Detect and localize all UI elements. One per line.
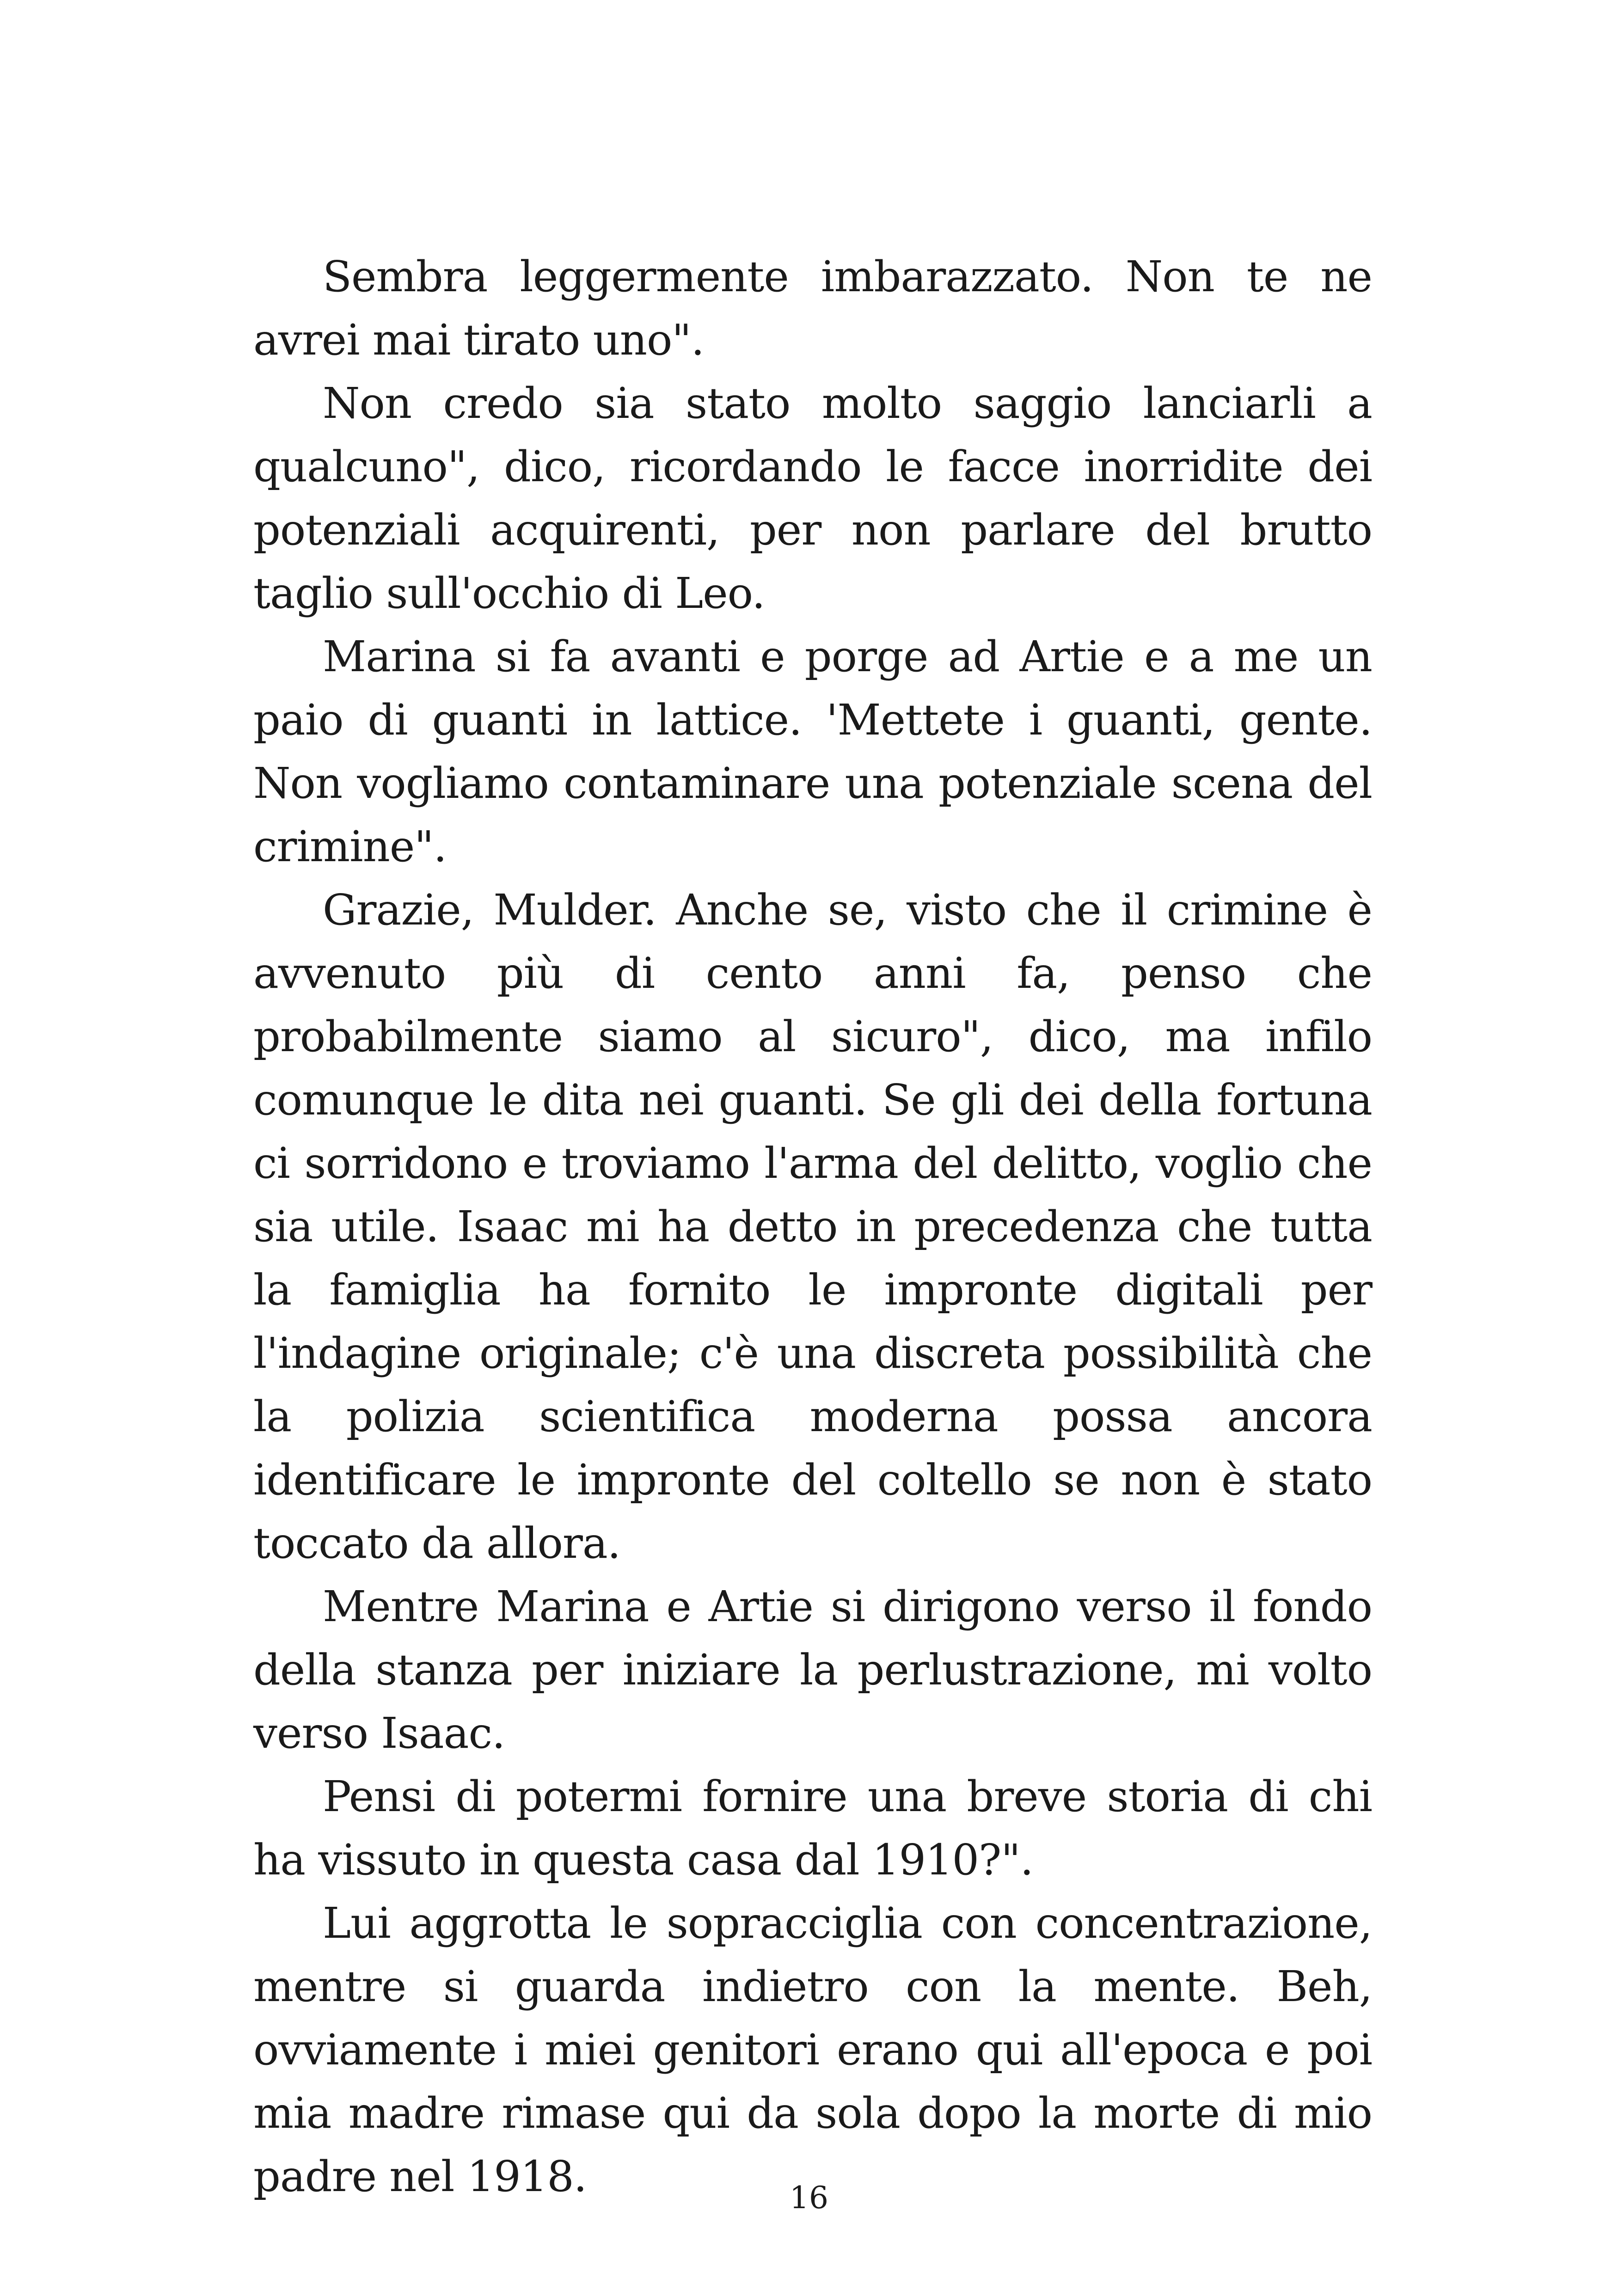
page-number: 16 bbox=[790, 2180, 828, 2216]
paragraph-6: Pensi di potermi fornire una breve storia di chi ha vissuto in questa casa dal 1910?". bbox=[253, 1772, 1372, 1885]
paragraph-3: Marina si fa avanti e porge ad Artie e a me un paio di guanti in lattice. 'Mettete i guanti, gente. Non vogliamo contaminare una potenziale scena del crimine". bbox=[253, 632, 1372, 871]
paragraph-7: Lui aggrotta le sopracciglia con concentrazione, mentre si guarda indietro con la mente. Beh, ovviamente i miei genitori erano qui all'epoca e poi mia madre rimase qui da sola dopo la morte di mio padre nel 1918. bbox=[253, 1898, 1372, 2201]
paragraph-1: Sembra leggermente imbarazzato. Non te ne avrei mai tirato uno". bbox=[253, 252, 1372, 365]
paragraph-2: Non credo sia stato molto saggio lanciarli a qualcuno", dico, ricordando le facce inorridite dei potenziali acquirenti, per non parlare del brutto taglio sull'occhio di Leo. bbox=[253, 379, 1372, 618]
paragraph-4: Grazie, Mulder. Anche se, visto che il crimine è avvenuto più di cento anni fa, penso che probabilmente siamo al sicuro", dico, ma infilo comunque le dita nei guanti. Se gli dei della fortuna ci sorridono e troviamo l'arma del delitto, voglio che sia utile. Isaac mi ha detto in precedenza che tutta la famiglia ha fornito le impronte digitali per l'indagine originale; c'è una discreta possibilità che la polizia scientifica moderna possa ancora identificare le impronte del coltello se non è stato toccato da allora. bbox=[253, 885, 1372, 1568]
paragraph-5: Mentre Marina e Artie si dirigono verso il fondo della stanza per iniziare la perlustrazione, mi volto verso Isaac. bbox=[253, 1582, 1372, 1758]
body-text bbox=[253, 245, 1372, 2208]
